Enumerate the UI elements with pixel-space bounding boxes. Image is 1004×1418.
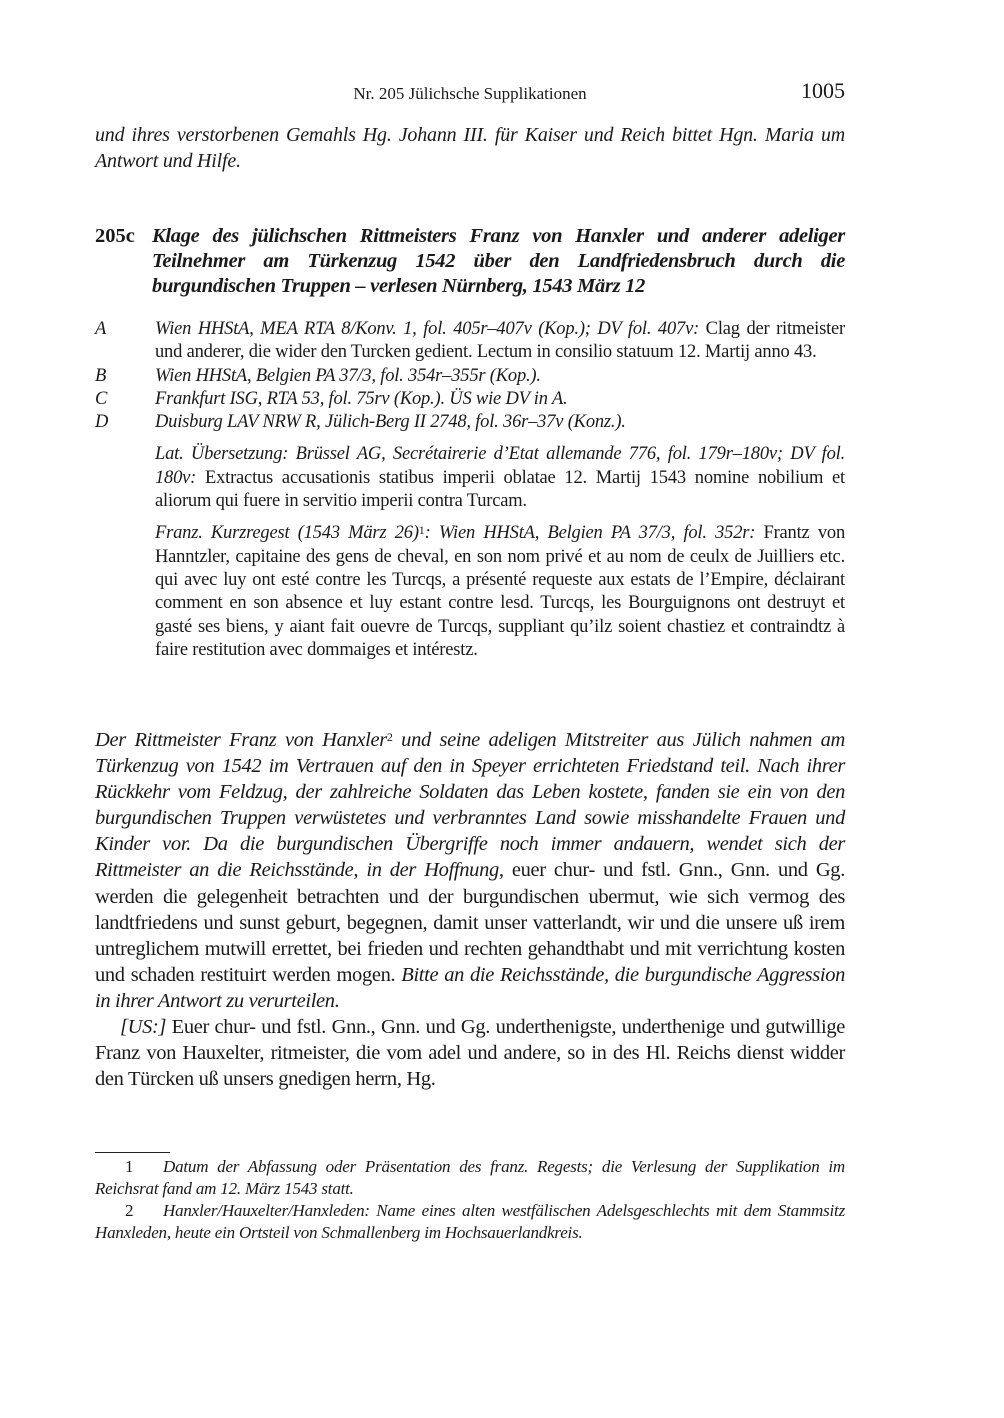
summary-italic: und seine adeligen Mitstreiter aus Jülich nahmen am Türkenzug von 1542 im Vertrauen auf den in Speyer errichteten Friedstand teil. Nach ihrer Rückkehr vom Feldzug, der zahlreiche Soldaten das Leben kostete, fanden sie ein von den burgundischen Truppen verwüstetes und verbranntes Land sowie misshandelte Frauen und Kinder vor. Da die burgundischen Übergriffe noch immer andauern, wendet sich der Rittmeister an die Reichsstände, in der Hoffnung, xyxy=(95,729,845,882)
footnotes xyxy=(95,1156,845,1244)
footnote-number: 1 xyxy=(125,1157,134,1176)
footnote xyxy=(95,1200,845,1244)
translation-text: Extractus accusationis statibus imperii oblatae 12. Martij 1543 nomine nobilium et aliorum qui fuere in servitio imperii contra Turcam. xyxy=(155,467,845,512)
source-ref: Wien HHStA, MEA RTA 8/Konv. 1, fol. 405r–407v (Kop.); DV fol. 407v: xyxy=(155,319,700,339)
section-heading xyxy=(95,224,845,299)
regest-text: Frantz von Hanntzler, capitaine des gens de cheval, en son nom privé et au nom de ceulx de Juilliers etc. qui avec luy ont esté contre les Turcqs, a présenté requeste aux estats de l’Empire, déclairant comment en son absence et luy estant contre lesd. Turcqs, les Bourguignons ont destruyt et gasté ses biens, y aiant fait ouevre de Turcqs, suppliant qu’ilz soient chastiez et contraindtz à faire restitution avec dommaiges et intérestz. xyxy=(155,523,845,660)
source-ref: Frankfurt ISG, RTA 53, fol. 75rv (Kop.). ÜS wie DV in A. xyxy=(155,388,568,409)
source-entry xyxy=(95,388,845,411)
signature-text: Euer chur- und fstl. Gnn., Gnn. und Gg. underthenigste, underthenige und gutwillige Franz von Hauxelter, ritmeister, die vom adel und andere, so in des Hl. Reichs dienst widder den Türcken uß unsers gnedigen herrn, Hg. xyxy=(95,1016,845,1091)
source-ref: Wien HHStA, Belgien PA 37/3, fol. 354r–355r (Kop.). xyxy=(155,365,541,386)
translation-ref: Lat. Übersetzung: Brüssel AG, Secrétairerie d’Etat allemande 776, fol. 179r–180v; DV fol. 180v: xyxy=(155,444,845,488)
footnote-number: 2 xyxy=(125,1201,134,1220)
signature-paragraph xyxy=(95,1014,845,1092)
regest-ref-cont: : Wien HHStA, Belgien PA 37/3, fol. 352r: xyxy=(424,523,756,544)
footnote-ref[interactable]: 2 xyxy=(386,730,393,744)
main-text xyxy=(95,727,845,1092)
source-ref: Duisburg LAV NRW R, Jülich-Berg II 2748, fol. 36r–37v (Konz.). xyxy=(155,412,626,433)
siglum: C xyxy=(95,388,108,409)
translation-note xyxy=(95,443,845,513)
footnote-ref[interactable]: 1 xyxy=(418,523,425,538)
source-entry xyxy=(95,318,845,365)
section-number: 205c xyxy=(95,225,135,247)
summary-paragraph xyxy=(95,727,845,1014)
source-entry xyxy=(95,365,845,388)
quotation: euer chur- und fstl. Gnn., Gnn. und Gg. werden die gelegenheit betrachten und der burgundischen ubermut, wie sich vermog des landtfriedens und sunst geburt, begegnen, damit unser vatterlandt, wir und die unsere uß irem untreglichem mutwill errettet, bei frieden und rechten gehandthabt und mit verrichtung kosten und schaden restituirt werden mogen. xyxy=(95,859,845,986)
page-number: 1005 xyxy=(801,78,845,103)
footnote-text: Datum der Abfassung oder Präsentation des franz. Regests; die Verlesung der Supplikation im Reichsrat fand am 12. März 1543 statt. xyxy=(95,1157,845,1198)
us-marker: [US:] xyxy=(120,1016,167,1039)
intro-text: und ihres verstorbenen Gemahls Hg. Johann III. für Kaiser und Reich bittet Hgn. Maria um Antwort und Hilfe. xyxy=(95,124,845,172)
summary-italic: Bitte an die Reichsstände, die burgundische Aggression in ihrer Antwort zu verurteilen. xyxy=(95,963,846,1012)
footnote-divider xyxy=(95,1152,170,1153)
siglum: D xyxy=(95,412,109,433)
section-title: Klage des jülichschen Rittmeisters Franz von Hanxler und anderer adeliger Teilnehmer am Türkenzug 1542 über den Landfriedensbruch durch die burgundischen Truppen – verlesen Nürnberg, 1543 März 12 xyxy=(152,225,845,297)
siglum: B xyxy=(95,365,107,386)
footnote xyxy=(95,1156,845,1200)
summary-italic: Der Rittmeister Franz von Hanxler xyxy=(95,729,387,751)
source-apparatus xyxy=(95,318,845,662)
regest-ref: Franz. Kurzregest (1543 März 26) xyxy=(155,523,419,544)
running-title: Nr. 205 Jülichsche Supplikationen xyxy=(353,84,587,103)
source-note: Clag der ritmeister und anderer, die wider den Turcken gedient. Lectum in consilio statuum 12. Martij anno 43. xyxy=(155,319,845,363)
source-entry xyxy=(95,411,845,434)
regest-note xyxy=(95,522,845,662)
siglum: A xyxy=(95,319,107,339)
footnote-text: Hanxler/Hauxelter/Hanxleden: Name eines alten westfälischen Adelsgeschlechts mit dem Stammsitz Hanxleden, heute ein Ortsteil von Schmallenberg im Hochsauerlandkreis. xyxy=(95,1201,845,1242)
